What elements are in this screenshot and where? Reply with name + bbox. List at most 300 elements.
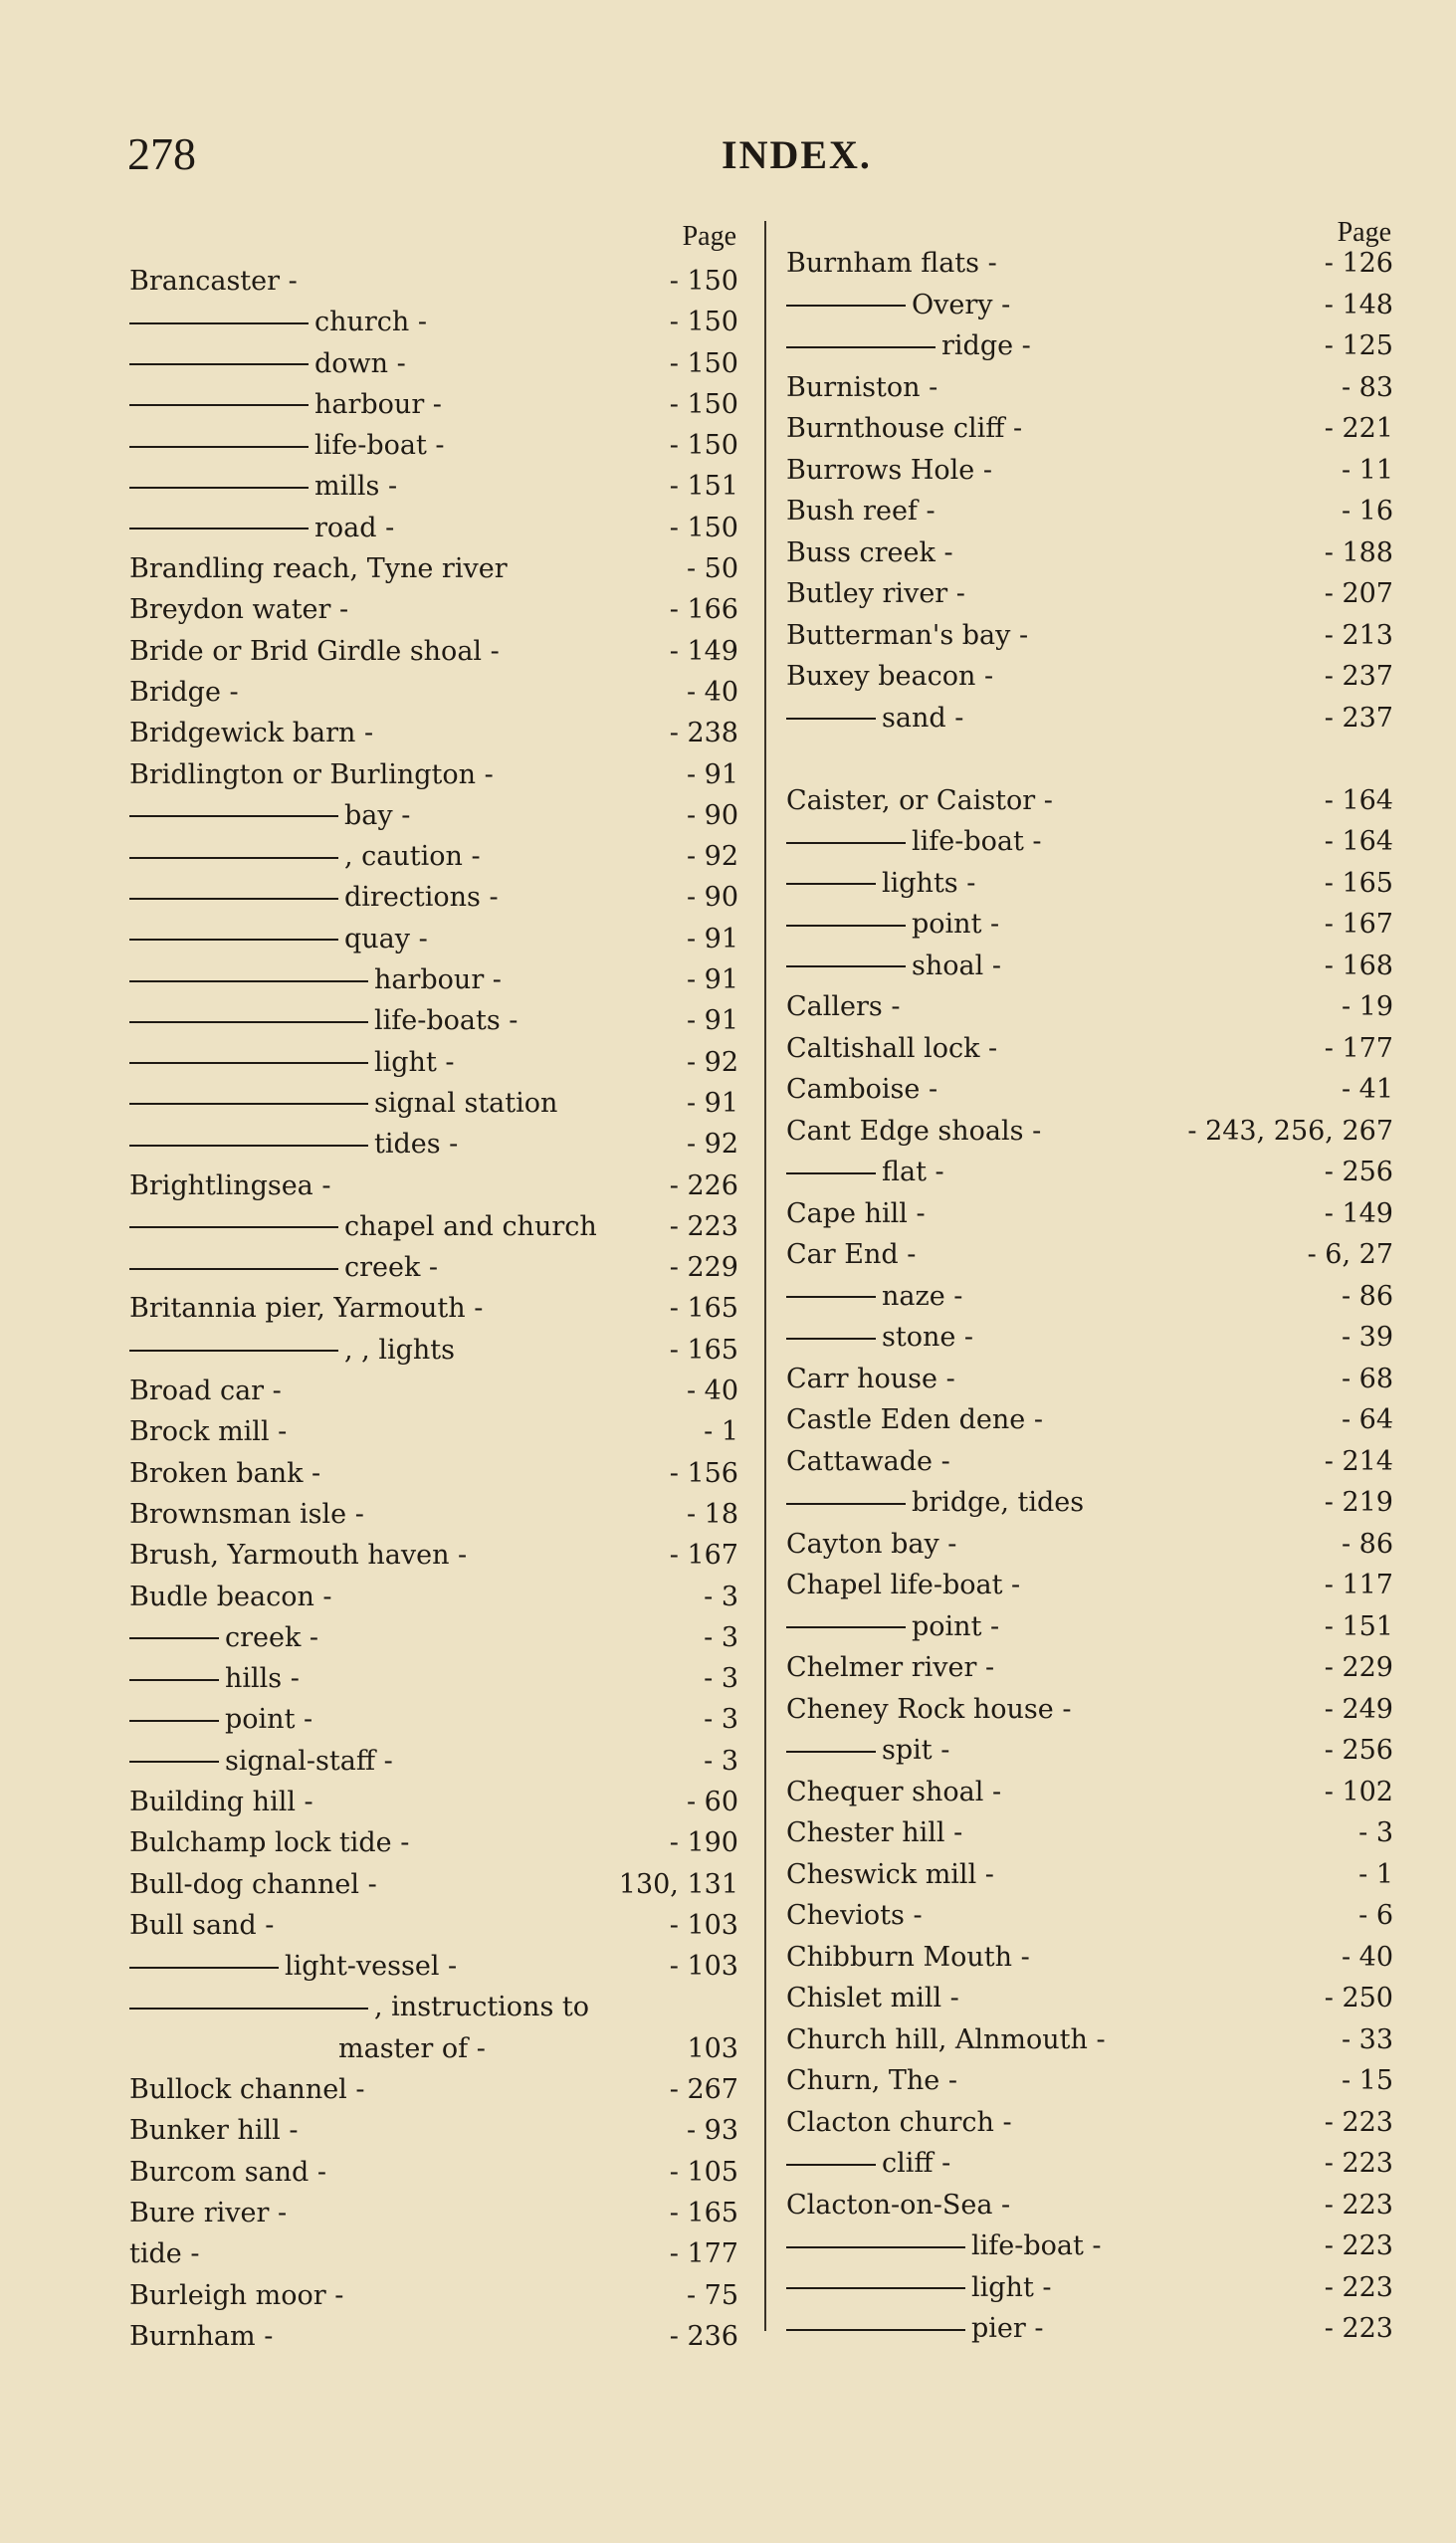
index-term xyxy=(786,986,900,1028)
index-term-text: spit - xyxy=(882,1735,950,1766)
index-term-text: Burniston - xyxy=(786,371,938,403)
index-term-text: flat - xyxy=(882,1157,944,1187)
index-page-ref: - 92 xyxy=(686,1046,738,1078)
index-entry xyxy=(786,2185,1403,2226)
page-number: 278 xyxy=(127,128,196,179)
index-entry xyxy=(129,2193,746,2233)
index-term-text: Cattawade - xyxy=(786,1445,950,1477)
index-page-ref: - 165 xyxy=(669,2197,738,2228)
index-term-text: harbour - xyxy=(374,964,502,996)
index-term xyxy=(786,656,993,698)
index-entry xyxy=(786,2019,1403,2061)
index-term-text: Caltishall lock - xyxy=(786,1032,998,1064)
index-term-text: tides - xyxy=(374,1129,459,1161)
index-page-ref: - 50 xyxy=(686,553,738,585)
index-term-text: directions - xyxy=(344,882,499,914)
index-term xyxy=(129,2193,287,2233)
index-page-ref: - 223 xyxy=(1324,2271,1393,2303)
index-term xyxy=(786,2308,1044,2350)
index-term xyxy=(786,1028,997,1070)
ditto-rule xyxy=(786,2164,876,2166)
index-page-ref: - 39 xyxy=(1341,1322,1393,1353)
index-term xyxy=(786,2102,1012,2144)
index-term-text: Clacton-on-Sea - xyxy=(786,2189,1011,2221)
index-term-text: Brightlingsea - xyxy=(129,1169,331,1201)
index-entry xyxy=(786,1482,1403,1524)
index-term-text: , instructions to xyxy=(374,1992,589,2023)
index-page-ref: - 188 xyxy=(1324,536,1393,568)
index-term-text: lights - xyxy=(882,867,976,899)
index-entries xyxy=(129,261,746,2357)
ditto-rule xyxy=(786,842,906,844)
index-entry xyxy=(786,2308,1403,2350)
index-page-ref: - 243, 256, 267 xyxy=(1187,1115,1393,1147)
page-column-label: Page xyxy=(1337,217,1391,248)
index-term-text: point - xyxy=(225,1704,313,1736)
index-page-ref: - 91 xyxy=(686,1087,738,1119)
index-page-ref: - 229 xyxy=(669,1252,738,1284)
index-page-ref: - 3 xyxy=(704,1745,738,1777)
index-page-ref: - 249 xyxy=(1324,1693,1393,1725)
index-page-ref: - 165 xyxy=(669,1334,738,1366)
index-page-ref: - 190 xyxy=(669,1827,738,1859)
index-term xyxy=(129,1741,393,1782)
index-term-text: chapel and church xyxy=(344,1210,597,1242)
index-term-text: Clacton church - xyxy=(786,2106,1012,2138)
index-term-text: hills - xyxy=(225,1663,300,1695)
index-term xyxy=(129,836,481,877)
index-term-text: Churn, The - xyxy=(786,2065,957,2096)
index-page-ref: - 256 xyxy=(1324,1735,1393,1766)
index-page-ref: - 167 xyxy=(1324,909,1393,940)
index-term xyxy=(786,2060,957,2102)
ditto-rule xyxy=(129,446,309,448)
index-page-ref: - 166 xyxy=(669,594,738,626)
index-entry xyxy=(129,631,746,672)
index-page-ref: - 102 xyxy=(1324,1776,1393,1807)
index-entry xyxy=(786,1276,1403,1318)
index-term-text: Callers - xyxy=(786,991,901,1022)
index-term xyxy=(129,466,397,507)
index-page-ref: - 223 xyxy=(1324,2189,1393,2221)
index-term-text: Bridgewick barn - xyxy=(129,718,374,749)
index-term xyxy=(129,343,406,384)
index-term-text: Breydon water - xyxy=(129,594,349,626)
index-term-text: signal station xyxy=(374,1087,558,1119)
index-page-ref: - 223 xyxy=(1324,2148,1393,2179)
index-page-ref: - 41 xyxy=(1341,1074,1393,1105)
ditto-rule xyxy=(786,925,906,927)
index-page-ref: - 3 xyxy=(704,1663,738,1695)
ditto-rule xyxy=(786,2329,965,2331)
index-term xyxy=(129,261,298,302)
index-entry xyxy=(129,1699,746,1740)
index-term-text: Building hill - xyxy=(129,1786,313,1817)
index-term xyxy=(129,2069,365,2110)
index-term xyxy=(129,672,239,713)
index-entry xyxy=(786,1730,1403,1772)
index-page-ref: - 19 xyxy=(1341,991,1393,1022)
index-term-text: Bulchamp lock tide - xyxy=(129,1827,410,1859)
index-term-text: bay - xyxy=(344,799,411,831)
index-term-text: Cheswick mill - xyxy=(786,1858,994,1890)
index-page-ref: - 75 xyxy=(686,2279,738,2311)
index-page-ref: - 1 xyxy=(1358,1858,1393,1890)
index-term xyxy=(129,589,348,630)
index-entry xyxy=(786,532,1403,574)
index-entry xyxy=(786,450,1403,492)
index-term-text: Cheney Rock house - xyxy=(786,1693,1072,1725)
index-entry xyxy=(786,1606,1403,1648)
index-term-text: life-boats - xyxy=(374,1005,519,1037)
index-term xyxy=(786,243,997,285)
index-entry xyxy=(786,1812,1403,1854)
index-entry xyxy=(129,589,746,630)
index-page-ref: - 229 xyxy=(1324,1652,1393,1683)
index-entry xyxy=(129,1453,746,1494)
index-term-text: naze - xyxy=(882,1280,963,1312)
index-entry xyxy=(786,780,1403,822)
index-entry xyxy=(786,2060,1403,2102)
index-term-text: Chislet mill - xyxy=(786,1983,959,2013)
index-entry xyxy=(786,986,1403,1028)
index-term xyxy=(786,285,1010,326)
index-page-ref: - 223 xyxy=(1324,2230,1393,2261)
ditto-rule xyxy=(129,2008,368,2010)
index-entry xyxy=(129,1371,746,1411)
index-page-ref: - 150 xyxy=(669,347,738,379)
index-term-text: Bridge - xyxy=(129,676,239,708)
index-entry xyxy=(786,1193,1403,1235)
index-term-text: life-boat - xyxy=(971,2230,1102,2261)
ditto-rule xyxy=(786,2287,965,2289)
index-page-ref: - 148 xyxy=(1324,289,1393,320)
index-entry xyxy=(129,508,746,548)
index-term xyxy=(786,1276,962,1318)
index-term xyxy=(129,754,494,795)
index-page-ref: - 207 xyxy=(1324,578,1393,609)
index-page-ref: - 125 xyxy=(1324,330,1393,361)
index-entry xyxy=(129,1124,746,1165)
index-term xyxy=(786,2143,950,2185)
index-term-text: light-vessel - xyxy=(285,1951,458,1983)
index-term xyxy=(129,1453,320,1494)
index-entry xyxy=(786,2267,1403,2309)
index-term-text: Cape hill - xyxy=(786,1197,926,1229)
index-term xyxy=(786,1606,999,1648)
index-page-ref: - 33 xyxy=(1341,2023,1393,2055)
index-entry xyxy=(786,367,1403,409)
index-term xyxy=(129,795,410,836)
index-term-text: Burcom sand - xyxy=(129,2156,327,2188)
index-term-text: life-boat - xyxy=(314,430,445,462)
index-page-ref: - 223 xyxy=(669,1210,738,1242)
index-page-ref: - 11 xyxy=(1341,454,1393,486)
index-entry xyxy=(786,2143,1403,2185)
index-term-text: road - xyxy=(314,512,395,543)
index-page-ref: - 177 xyxy=(1324,1032,1393,1064)
index-entry xyxy=(786,2102,1403,2144)
index-entry xyxy=(786,1234,1403,1276)
index-page-ref: - 1 xyxy=(704,1416,738,1448)
index-term-text: Buxey beacon - xyxy=(786,661,994,692)
index-entry xyxy=(786,698,1403,740)
index-term-text: ridge - xyxy=(941,330,1031,361)
index-entry xyxy=(129,959,746,1000)
index-term-text: Broken bank - xyxy=(129,1457,321,1489)
index-page-ref: - 167 xyxy=(669,1540,738,1572)
ditto-rule xyxy=(786,1296,876,1298)
index-page-ref: - 3 xyxy=(1358,1817,1393,1848)
index-entry xyxy=(786,821,1403,863)
index-term xyxy=(129,1864,377,1905)
index-term xyxy=(129,959,502,1000)
index-term-text: Cayton bay - xyxy=(786,1528,957,1560)
index-entry xyxy=(129,261,746,302)
index-term xyxy=(786,1978,959,2019)
index-term xyxy=(786,1441,950,1483)
index-page-ref: - 236 xyxy=(669,2320,738,2352)
index-entry xyxy=(129,1494,746,1535)
index-entry xyxy=(129,1247,746,1288)
index-term-text: Caister, or Caistor - xyxy=(786,784,1053,816)
index-term-text: , , lights xyxy=(344,1334,455,1366)
ditto-rule xyxy=(129,898,338,900)
index-entry xyxy=(786,1689,1403,1731)
index-term xyxy=(786,1854,994,1896)
index-term-text: Bridlington or Burlington - xyxy=(129,758,494,790)
index-term-text: Bush reef - xyxy=(786,496,936,527)
index-term-text: Car End - xyxy=(786,1239,917,1270)
index-term xyxy=(129,919,428,959)
index-term xyxy=(786,2225,1102,2267)
index-page-ref: - 91 xyxy=(686,758,738,790)
ditto-rule xyxy=(129,857,338,859)
index-entry xyxy=(129,672,746,713)
index-term xyxy=(786,821,1042,863)
index-entry xyxy=(129,2233,746,2274)
index-term xyxy=(786,1482,1084,1524)
index-term xyxy=(129,1782,313,1822)
index-term xyxy=(786,325,1031,367)
index-page-ref: - 164 xyxy=(1324,826,1393,857)
index-entry xyxy=(129,343,746,384)
index-term-text: Budle beacon - xyxy=(129,1581,332,1612)
index-page-ref: - 237 xyxy=(1324,661,1393,692)
index-term-text: Chibburn Mouth - xyxy=(786,1941,1030,1973)
index-entry xyxy=(786,656,1403,698)
index-page-ref: - 92 xyxy=(686,1129,738,1161)
index-page-ref: - 221 xyxy=(1324,413,1393,444)
index-page-ref: 103 xyxy=(687,2032,738,2064)
index-entry xyxy=(129,1288,746,1329)
index-term-text: Chapel life-boat - xyxy=(786,1570,1021,1600)
index-page-ref: - 40 xyxy=(686,1376,738,1407)
index-entry xyxy=(786,1565,1403,1606)
index-page-ref: - 92 xyxy=(686,841,738,873)
index-term xyxy=(129,425,445,466)
index-entry xyxy=(129,1905,746,1946)
index-term xyxy=(786,1317,973,1359)
index-page-ref: - 165 xyxy=(669,1293,738,1325)
index-term xyxy=(786,573,965,615)
index-term xyxy=(129,2233,199,2274)
index-term-text: Chelmer river - xyxy=(786,1652,995,1683)
index-term-text: master of - xyxy=(338,2032,486,2064)
ditto-rule xyxy=(129,1062,368,1064)
index-page-ref: - 219 xyxy=(1324,1487,1393,1518)
index-page-ref: - 40 xyxy=(1341,1941,1393,1973)
index-term xyxy=(129,1658,300,1699)
index-term-text: Brush, Yarmouth haven - xyxy=(129,1540,468,1572)
index-term xyxy=(786,1234,916,1276)
ditto-rule xyxy=(786,1338,876,1340)
index-term-text: mills - xyxy=(314,471,398,503)
index-page-ref: - 150 xyxy=(669,266,738,297)
index-term xyxy=(786,1193,926,1235)
index-entry xyxy=(129,1535,746,1576)
index-page-ref: - 91 xyxy=(686,964,738,996)
index-term-text: Carr house - xyxy=(786,1363,955,1394)
index-page-ref: - 151 xyxy=(1324,1610,1393,1642)
index-term xyxy=(129,1494,364,1535)
index-term-text: harbour - xyxy=(314,388,442,420)
index-entry xyxy=(786,1317,1403,1359)
index-term xyxy=(129,713,373,753)
index-term-text: quay - xyxy=(344,923,428,954)
index-page-ref: - 238 xyxy=(669,718,738,749)
index-page-ref: - 214 xyxy=(1324,1445,1393,1477)
index-term xyxy=(786,863,975,905)
index-term xyxy=(786,2267,1052,2309)
index-term-text: Bullock channel - xyxy=(129,2074,365,2106)
index-entry xyxy=(129,1782,746,1822)
index-page-ref: - 3 xyxy=(704,1704,738,1736)
index-term xyxy=(129,1946,457,1987)
index-entry xyxy=(786,408,1403,450)
index-term-text: Butley river - xyxy=(786,578,965,609)
ditto-rule xyxy=(129,1637,219,1639)
index-page-ref: - 60 xyxy=(686,1786,738,1817)
index-entry xyxy=(129,1987,746,2027)
index-page-ref: - 68 xyxy=(1341,1363,1393,1394)
index-term-text: Bull-dog channel - xyxy=(129,1868,377,1900)
ditto-rule xyxy=(129,404,309,406)
index-term-text: sand - xyxy=(882,702,964,734)
index-entry xyxy=(786,491,1403,532)
index-entry xyxy=(786,1978,1403,2019)
index-page-ref: - 117 xyxy=(1324,1570,1393,1600)
index-entry xyxy=(129,1000,746,1041)
ditto-rule xyxy=(129,939,338,941)
index-term xyxy=(786,2185,1010,2226)
index-term-text: Bull sand - xyxy=(129,1909,275,1941)
ditto-rule xyxy=(129,1021,368,1023)
index-term-text: Buss creek - xyxy=(786,536,953,568)
index-term-text: Burrows Hole - xyxy=(786,454,992,486)
column-divider xyxy=(764,221,766,2331)
index-entry xyxy=(129,384,746,425)
index-entry xyxy=(129,1822,746,1863)
index-term-text: Butterman's bay - xyxy=(786,619,1029,651)
ditto-rule xyxy=(786,718,876,720)
index-term xyxy=(129,1371,282,1411)
index-term-text: Camboise - xyxy=(786,1074,938,1105)
index-page-ref: - 93 xyxy=(686,2115,738,2147)
left-column xyxy=(129,221,746,2352)
running-head: INDEX. xyxy=(722,132,872,177)
index-term-text: Overy - xyxy=(912,289,1011,320)
ditto-rule xyxy=(129,1226,338,1228)
ditto-rule xyxy=(129,1720,219,1722)
index-term xyxy=(129,1166,331,1206)
ditto-rule xyxy=(129,528,309,530)
index-term-text: light - xyxy=(374,1046,455,1078)
index-entry xyxy=(786,1399,1403,1441)
index-term-text: Chester hill - xyxy=(786,1817,963,1848)
index-term-text: signal-staff - xyxy=(225,1745,393,1777)
index-page-ref: - 151 xyxy=(669,471,738,503)
index-term xyxy=(786,408,1022,450)
ditto-rule xyxy=(786,346,936,348)
index-term xyxy=(786,946,1001,987)
index-entry xyxy=(786,1647,1403,1689)
index-entry xyxy=(786,739,1403,780)
index-term xyxy=(129,508,394,548)
index-entry xyxy=(129,1658,746,1699)
index-page-ref: - 156 xyxy=(669,1457,738,1489)
index-term-text: Church hill, Alnmouth - xyxy=(786,2023,1106,2055)
index-term xyxy=(786,1069,937,1111)
index-term xyxy=(129,302,427,342)
index-term-text: Bunker hill - xyxy=(129,2115,299,2147)
index-page-ref: - 83 xyxy=(1341,371,1393,403)
index-term xyxy=(786,1895,923,1937)
index-term xyxy=(129,1987,589,2027)
index-term-text: Burnham flats - xyxy=(786,248,997,279)
index-entry xyxy=(129,877,746,918)
index-entry xyxy=(129,919,746,959)
index-page-ref: - 91 xyxy=(686,1005,738,1037)
index-page-ref: - 149 xyxy=(669,635,738,667)
index-term xyxy=(786,450,992,492)
index-entry xyxy=(786,946,1403,987)
index-page-ref: - 40 xyxy=(686,676,738,708)
index-page-ref: - 150 xyxy=(669,430,738,462)
index-term xyxy=(786,1812,962,1854)
index-term xyxy=(786,1689,1071,1731)
index-page-ref: - 149 xyxy=(1324,1197,1393,1229)
index-page-ref: - 86 xyxy=(1341,1280,1393,1312)
index-term-text: cliff - xyxy=(882,2148,951,2179)
index-entry xyxy=(129,466,746,507)
index-term xyxy=(786,367,937,409)
right-column xyxy=(786,217,1403,2344)
index-entry xyxy=(786,615,1403,657)
index-term-text: Burnham - xyxy=(129,2320,274,2352)
ditto-rule xyxy=(786,883,876,885)
index-entry xyxy=(129,2028,746,2069)
index-page-ref: - 91 xyxy=(686,923,738,954)
index-term-text: shoal - xyxy=(912,950,1001,981)
index-term xyxy=(129,1699,312,1740)
index-term xyxy=(786,532,953,574)
index-page-ref: - 267 xyxy=(669,2074,738,2106)
index-term-text: life-boat - xyxy=(912,826,1042,857)
index-page-ref: - 6, 27 xyxy=(1307,1239,1393,1270)
index-term-text: Bride or Brid Girdle shoal - xyxy=(129,635,500,667)
index-entry xyxy=(786,1854,1403,1896)
